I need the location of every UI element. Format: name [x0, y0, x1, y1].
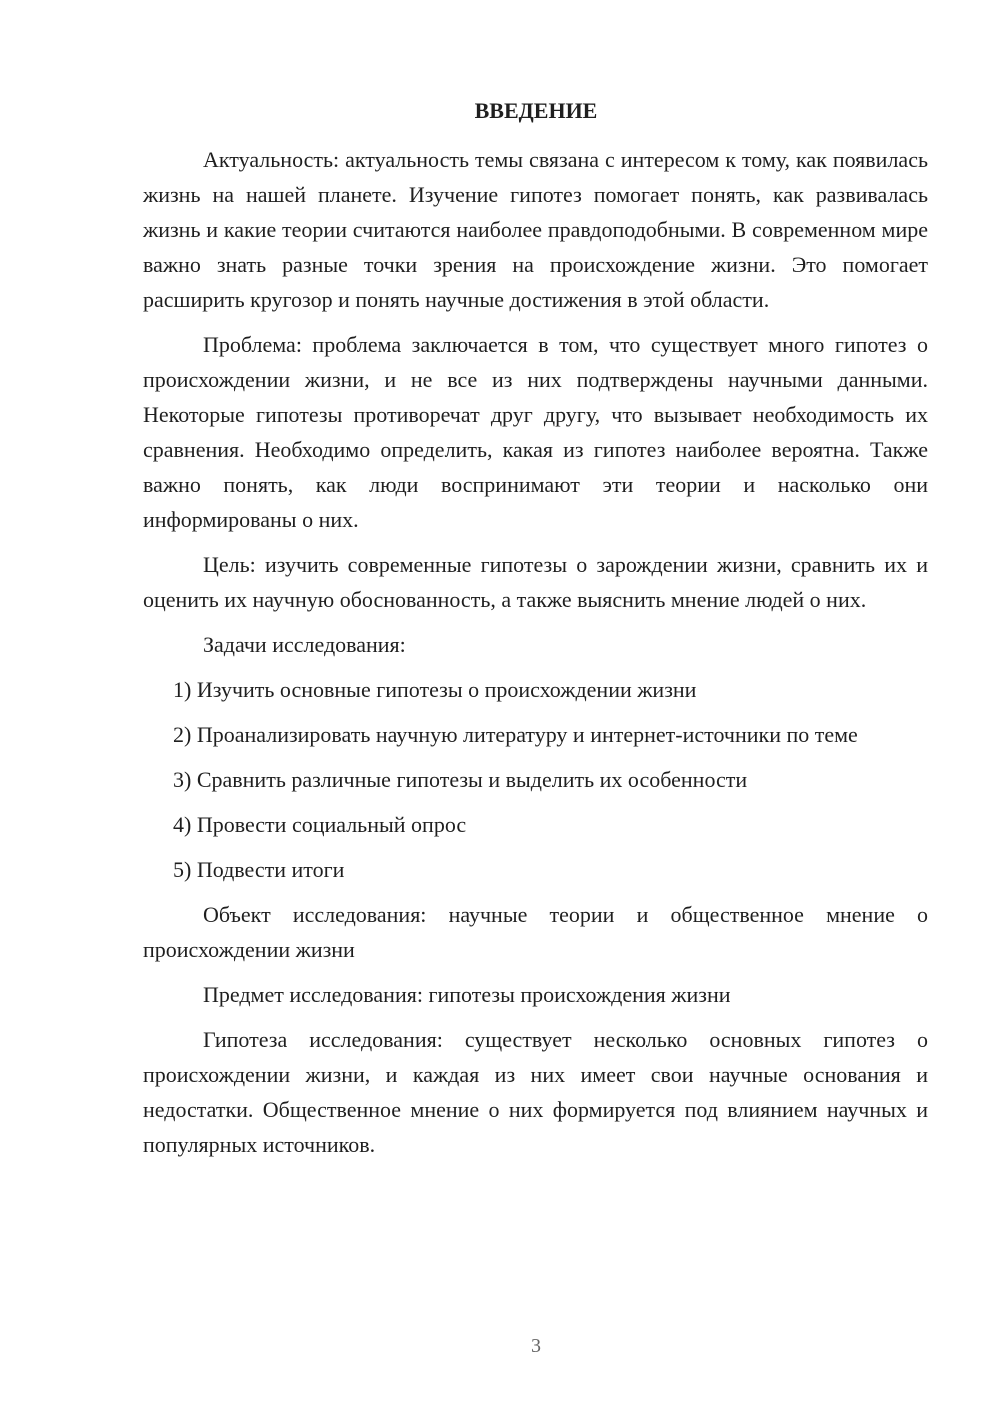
task-item-4: 4) Провести социальный опрос: [173, 812, 467, 837]
task-item-1: 1) Изучить основные гипотезы о происхождении жизни: [173, 677, 697, 702]
paragraph-hypothesis: Гипотеза исследования: существует несколько основных гипотез о происхождении жизни, и каждая из них имеет свои научные основания и недостатки. Общественное мнение о них формируется под влиянием научных и популярных источников.: [143, 1027, 928, 1157]
paragraph-relevance: Актуальность: актуальность темы связана с интересом к тому, как появилась жизнь на нашей планете. Изучение гипотез помогает понять, как развивалась жизнь и какие теории считаются наиболее правдоподобными. В современном мире важно знать разные точки зрения на происхождение жизни. Это помогает расширить кругозор и понять научные достижения в этой области.: [143, 147, 928, 312]
paragraph-problem: Проблема: проблема заключается в том, что существует много гипотез о происхождении жизни, и не все из них подтверждены научными данными. Некоторые гипотезы противоречат друг другу, что вызывает необходимость их сравнения. Необходимо определить, какая из гипотез наиболее вероятна. Также важно понять, как люди воспринимают эти теории и насколько они информированы о них.: [143, 332, 928, 532]
paragraph-goal: Цель: изучить современные гипотезы о зарождении жизни, сравнить их и оценить их научную обоснованность, а также выяснить мнение людей о них.: [143, 552, 928, 612]
page-number: 3: [531, 1335, 541, 1357]
paragraph-object: Объект исследования: научные теории и общественное мнение о происхождении жизни: [143, 902, 928, 962]
page-title: ВВЕДЕНИЕ: [474, 98, 598, 123]
tasks-heading: Задачи исследования:: [203, 632, 406, 657]
paragraph-subject: Предмет исследования: гипотезы происхождения жизни: [203, 982, 731, 1007]
task-item-2: 2) Проанализировать научную литературу и интернет-источники по теме: [173, 722, 858, 747]
document-body: [143, 142, 928, 1172]
task-item-3: 3) Сравнить различные гипотезы и выделить их особенности: [173, 767, 748, 792]
task-item-5: 5) Подвести итоги: [173, 857, 345, 882]
